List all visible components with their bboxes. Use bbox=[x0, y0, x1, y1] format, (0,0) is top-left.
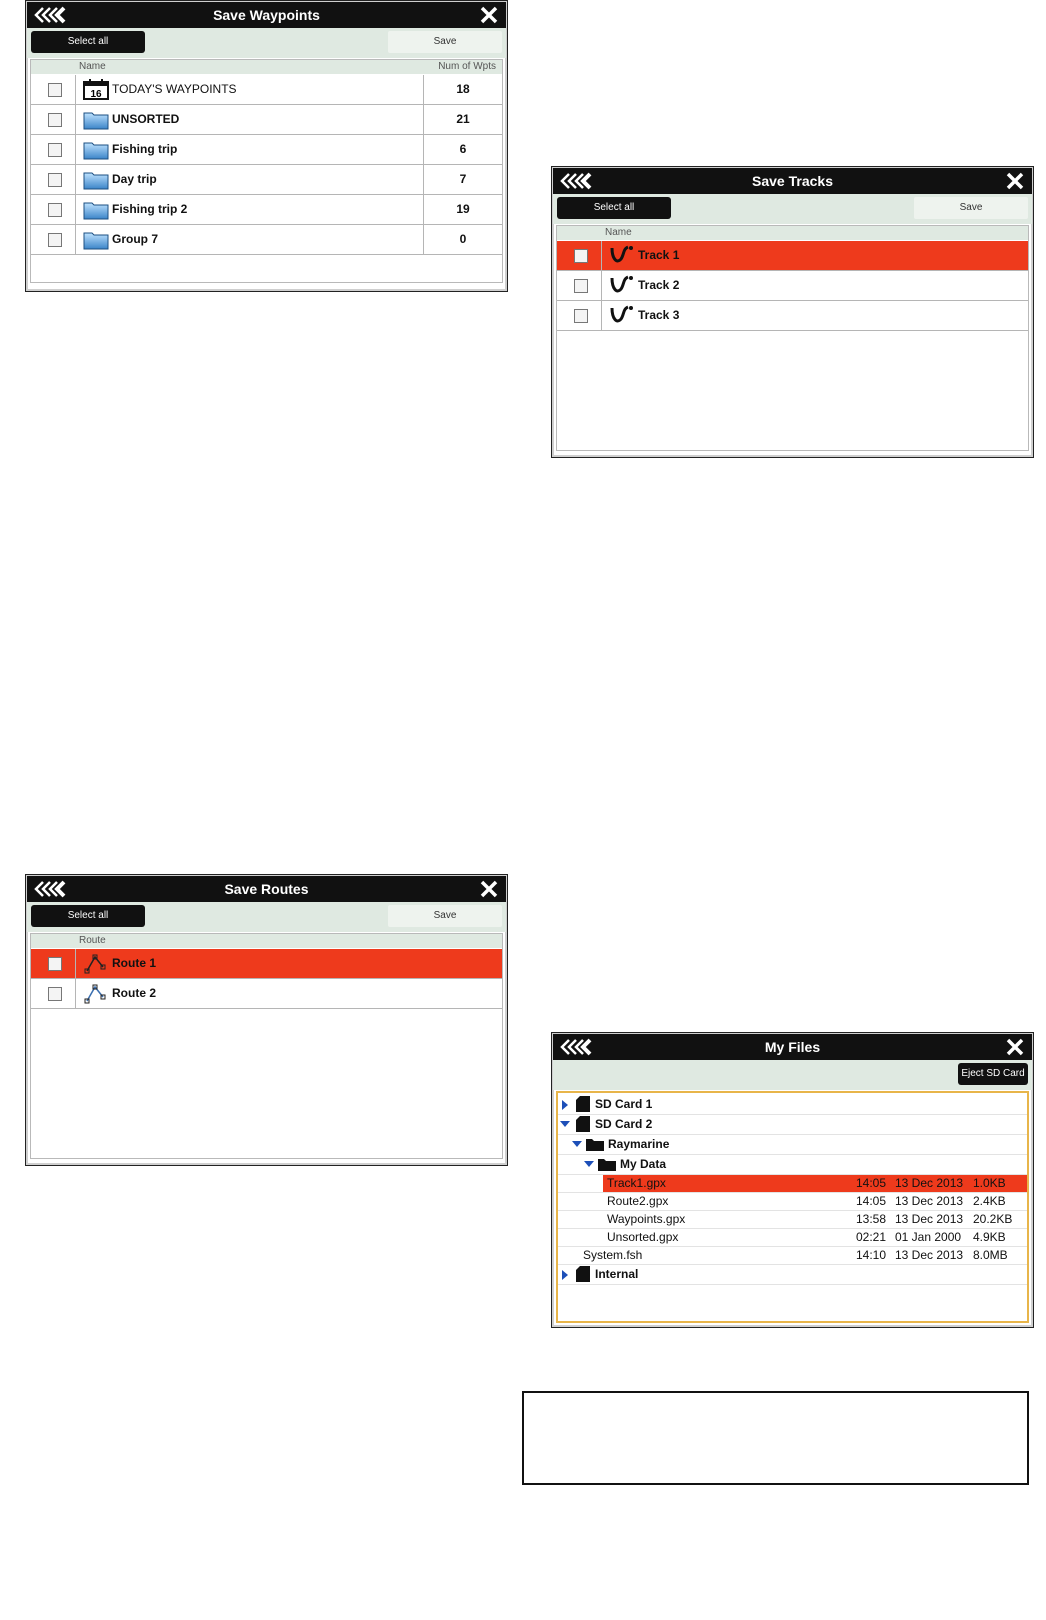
title-bar bbox=[27, 876, 506, 902]
folder-icon bbox=[598, 1158, 616, 1171]
checkbox[interactable] bbox=[48, 173, 62, 187]
list-header bbox=[31, 934, 502, 948]
checkbox[interactable] bbox=[48, 143, 62, 157]
list-item[interactable] bbox=[31, 195, 502, 225]
checkbox[interactable] bbox=[48, 957, 62, 971]
file-name: Route2.gpx bbox=[607, 1194, 669, 1208]
dialog-title: Save Tracks bbox=[752, 173, 833, 189]
waypoint-group-list bbox=[30, 59, 503, 283]
list-item[interactable] bbox=[31, 75, 502, 105]
checkbox[interactable] bbox=[48, 113, 62, 127]
title-bar bbox=[27, 2, 506, 28]
tree-item[interactable] bbox=[558, 1135, 1027, 1155]
column-header-count: Num of Wpts bbox=[438, 61, 496, 72]
file-row[interactable] bbox=[558, 1211, 1027, 1229]
dialog-title: Save Waypoints bbox=[213, 7, 320, 23]
waypoint-count: 0 bbox=[459, 232, 467, 246]
file-row[interactable] bbox=[558, 1229, 1027, 1247]
file-name: Track1.gpx bbox=[607, 1176, 666, 1190]
toolbar bbox=[553, 194, 1032, 224]
file-time: 14:05 bbox=[856, 1194, 887, 1208]
tree-item-label: Internal bbox=[595, 1267, 639, 1281]
folder-icon bbox=[83, 229, 109, 250]
file-size: 8.0MB bbox=[973, 1248, 1008, 1262]
checkbox[interactable] bbox=[574, 249, 588, 263]
sd-card-icon bbox=[576, 1266, 590, 1282]
list-item-selected[interactable] bbox=[557, 241, 1028, 271]
waypoint-count: 18 bbox=[456, 82, 470, 96]
checkbox[interactable] bbox=[574, 309, 588, 323]
close-icon[interactable] bbox=[480, 6, 498, 24]
list-item[interactable] bbox=[557, 301, 1028, 331]
checkbox[interactable] bbox=[48, 203, 62, 217]
group-name: UNSORTED bbox=[112, 112, 180, 126]
list-item[interactable] bbox=[31, 135, 502, 165]
route-name: Route 2 bbox=[112, 986, 157, 1000]
tree-item-label: SD Card 1 bbox=[595, 1097, 653, 1111]
tree-item[interactable] bbox=[558, 1265, 1027, 1285]
collapse-arrow-icon[interactable] bbox=[572, 1141, 582, 1147]
tree-item-label: SD Card 2 bbox=[595, 1117, 653, 1131]
folder-icon bbox=[83, 199, 109, 220]
file-time: 02:21 bbox=[856, 1230, 887, 1244]
sd-card-icon bbox=[576, 1096, 590, 1112]
dialog-title: My Files bbox=[764, 1039, 821, 1055]
toolbar bbox=[27, 28, 506, 58]
eject-sd-card-button[interactable]: Eject SD Card bbox=[958, 1063, 1028, 1085]
file-date: 13 Dec 2013 bbox=[895, 1176, 964, 1190]
file-name: Waypoints.gpx bbox=[607, 1212, 686, 1226]
empty-caption-box bbox=[522, 1391, 1029, 1485]
file-size: 1.0KB bbox=[973, 1176, 1006, 1190]
close-icon[interactable] bbox=[480, 880, 498, 898]
group-name: Fishing trip 2 bbox=[112, 202, 188, 216]
dialog-title: Save Routes bbox=[224, 881, 309, 897]
file-row[interactable] bbox=[558, 1247, 1027, 1265]
list-item[interactable] bbox=[31, 225, 502, 255]
file-time: 14:10 bbox=[856, 1248, 887, 1262]
group-name: Group 7 bbox=[112, 232, 159, 246]
track-icon bbox=[609, 275, 635, 296]
file-time: 13:58 bbox=[856, 1212, 887, 1226]
close-icon[interactable] bbox=[1006, 172, 1024, 190]
checkbox[interactable] bbox=[48, 233, 62, 247]
column-header-name: Name bbox=[605, 227, 632, 238]
save-waypoints-dialog bbox=[25, 0, 508, 292]
checkbox[interactable] bbox=[48, 987, 62, 1001]
sd-card-icon bbox=[576, 1116, 590, 1132]
collapse-arrow-icon[interactable] bbox=[584, 1161, 594, 1167]
waypoint-count: 21 bbox=[456, 112, 470, 126]
checkbox[interactable] bbox=[574, 279, 588, 293]
list-item[interactable] bbox=[31, 105, 502, 135]
folder-icon bbox=[83, 169, 109, 190]
file-size: 2.4KB bbox=[973, 1194, 1006, 1208]
folder-icon bbox=[586, 1138, 604, 1151]
file-row[interactable] bbox=[558, 1175, 1027, 1193]
tree-item-label: Raymarine bbox=[608, 1137, 670, 1151]
file-time: 14:05 bbox=[856, 1176, 887, 1190]
collapse-arrow-icon[interactable] bbox=[560, 1121, 570, 1127]
my-files-dialog bbox=[551, 1032, 1034, 1328]
list-item[interactable] bbox=[31, 165, 502, 195]
select-all-button[interactable]: Select all bbox=[31, 905, 145, 927]
save-button[interactable]: Save bbox=[388, 905, 502, 927]
title-bar bbox=[553, 1034, 1032, 1060]
group-name: TODAY'S WAYPOINTS bbox=[112, 82, 237, 96]
track-list bbox=[556, 225, 1029, 451]
list-item-selected[interactable] bbox=[31, 949, 502, 979]
file-tree bbox=[556, 1091, 1029, 1323]
file-size: 4.9KB bbox=[973, 1230, 1006, 1244]
tree-item[interactable] bbox=[558, 1155, 1027, 1175]
folder-icon bbox=[83, 139, 109, 160]
file-size: 20.2KB bbox=[973, 1212, 1013, 1226]
save-routes-dialog bbox=[25, 874, 508, 1166]
route-icon bbox=[83, 983, 109, 1004]
track-icon bbox=[609, 305, 635, 326]
calendar-icon bbox=[83, 79, 109, 100]
file-row[interactable] bbox=[558, 1193, 1027, 1211]
waypoint-count: 7 bbox=[459, 172, 467, 186]
checkbox[interactable] bbox=[48, 83, 62, 97]
folder-icon bbox=[83, 109, 109, 130]
tree-item[interactable] bbox=[558, 1095, 1027, 1115]
column-header-name: Name bbox=[79, 61, 106, 72]
toolbar bbox=[27, 902, 506, 932]
list-item[interactable] bbox=[557, 271, 1028, 301]
route-list bbox=[30, 933, 503, 1159]
group-name: Day trip bbox=[112, 172, 157, 186]
file-name: System.fsh bbox=[583, 1248, 643, 1262]
route-name: Route 1 bbox=[112, 956, 157, 970]
track-name: Track 2 bbox=[638, 278, 680, 292]
file-date: 01 Jan 2000 bbox=[895, 1230, 962, 1244]
column-header-route: Route bbox=[79, 935, 106, 946]
file-date: 13 Dec 2013 bbox=[895, 1194, 964, 1208]
expand-arrow-icon[interactable] bbox=[562, 1270, 568, 1280]
track-icon bbox=[609, 245, 635, 266]
save-button[interactable]: Save bbox=[388, 31, 502, 53]
waypoint-count: 19 bbox=[456, 202, 470, 216]
select-all-button[interactable]: Select all bbox=[557, 197, 671, 219]
list-header bbox=[557, 226, 1028, 240]
tree-item[interactable] bbox=[558, 1115, 1027, 1135]
waypoint-count: 6 bbox=[459, 142, 467, 156]
file-date: 13 Dec 2013 bbox=[895, 1212, 964, 1226]
list-item[interactable] bbox=[31, 979, 502, 1009]
track-name: Track 3 bbox=[638, 308, 680, 322]
route-icon bbox=[83, 953, 109, 974]
save-button[interactable]: Save bbox=[914, 197, 1028, 219]
expand-arrow-icon[interactable] bbox=[562, 1100, 568, 1110]
calendar-date-number: 16 bbox=[90, 89, 102, 100]
title-bar bbox=[553, 168, 1032, 194]
tree-item-label: My Data bbox=[620, 1157, 667, 1171]
file-date: 13 Dec 2013 bbox=[895, 1248, 964, 1262]
toolbar bbox=[553, 1060, 1032, 1090]
close-icon[interactable] bbox=[1006, 1038, 1024, 1056]
group-name: Fishing trip bbox=[112, 142, 178, 156]
select-all-button[interactable]: Select all bbox=[31, 31, 145, 53]
track-name: Track 1 bbox=[638, 248, 680, 262]
list-header bbox=[31, 60, 502, 74]
save-tracks-dialog bbox=[551, 166, 1034, 458]
file-name: Unsorted.gpx bbox=[607, 1230, 679, 1244]
